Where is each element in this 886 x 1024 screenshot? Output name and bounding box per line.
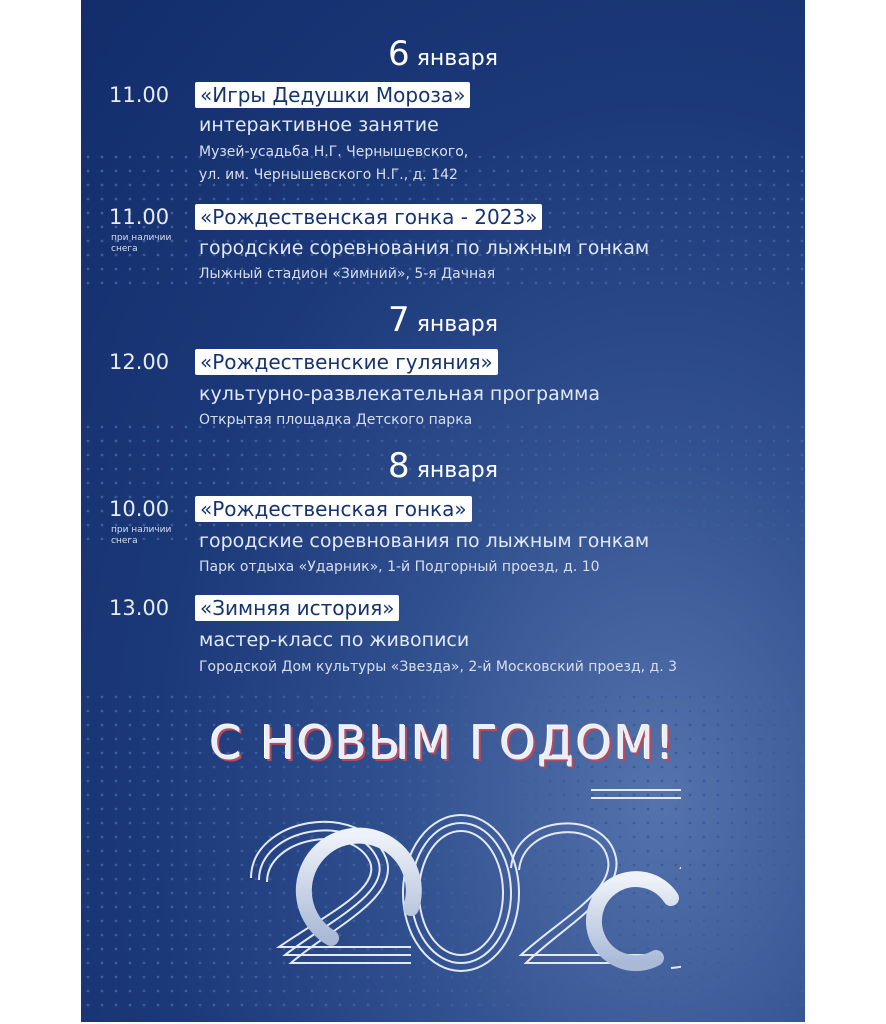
- year-2023-artwork: [211, 788, 681, 978]
- day-heading-6: [81, 34, 805, 79]
- event-place: Лыжный стадион «Зимний», 5-я Дачная: [199, 266, 496, 282]
- event-note: при наличии снега: [111, 233, 172, 254]
- event-place: Городской Дом культуры «Звезда», 2-й Московский проезд, д. 3: [199, 659, 678, 675]
- new-year-greeting: С НОВЫМ ГОДОМ!: [209, 716, 677, 770]
- day-heading-8: [81, 446, 805, 491]
- day-month: января: [416, 46, 498, 71]
- event-place: Открытая площадка Детского парка: [199, 412, 473, 428]
- day-month: января: [416, 312, 498, 337]
- event-title: «Рождественская гонка - 2023»: [195, 204, 542, 230]
- day-number: 6: [388, 34, 410, 74]
- event-place: Музей-усадьба Н.Г. Чернышевского,: [199, 144, 469, 160]
- event-time: 11.00: [109, 83, 170, 107]
- event-description: культурно-развлекательная программа: [199, 383, 601, 405]
- event-description: городские соревнования по лыжным гонкам: [199, 530, 650, 552]
- event-time: 13.00: [109, 596, 170, 620]
- day-number: 8: [388, 446, 410, 486]
- event-description: городские соревнования по лыжным гонкам: [199, 237, 650, 259]
- event-time: 11.00: [109, 205, 170, 229]
- event-note: при наличии снега: [111, 525, 172, 546]
- day-month: января: [416, 458, 498, 483]
- event-title: «Рождественская гонка»: [195, 496, 472, 522]
- poster: [81, 0, 805, 1022]
- event-description: интерактивное занятие: [199, 114, 439, 136]
- event-title: «Рождественские гуляния»: [195, 349, 498, 375]
- event-title: «Зимняя история»: [195, 595, 399, 621]
- event-place: Парк отдыха «Ударник», 1-й Подгорный проезд, д. 10: [199, 559, 600, 575]
- day-number: 7: [388, 300, 410, 340]
- day-heading-7: [81, 300, 805, 345]
- event-description: мастер-класс по живописи: [199, 629, 470, 651]
- event-time: 12.00: [109, 350, 170, 374]
- event-time: 10.00: [109, 497, 170, 521]
- event-title: «Игры Дедушки Мороза»: [195, 82, 470, 108]
- event-place: ул. им. Чернышевского Н.Г., д. 142: [199, 167, 458, 183]
